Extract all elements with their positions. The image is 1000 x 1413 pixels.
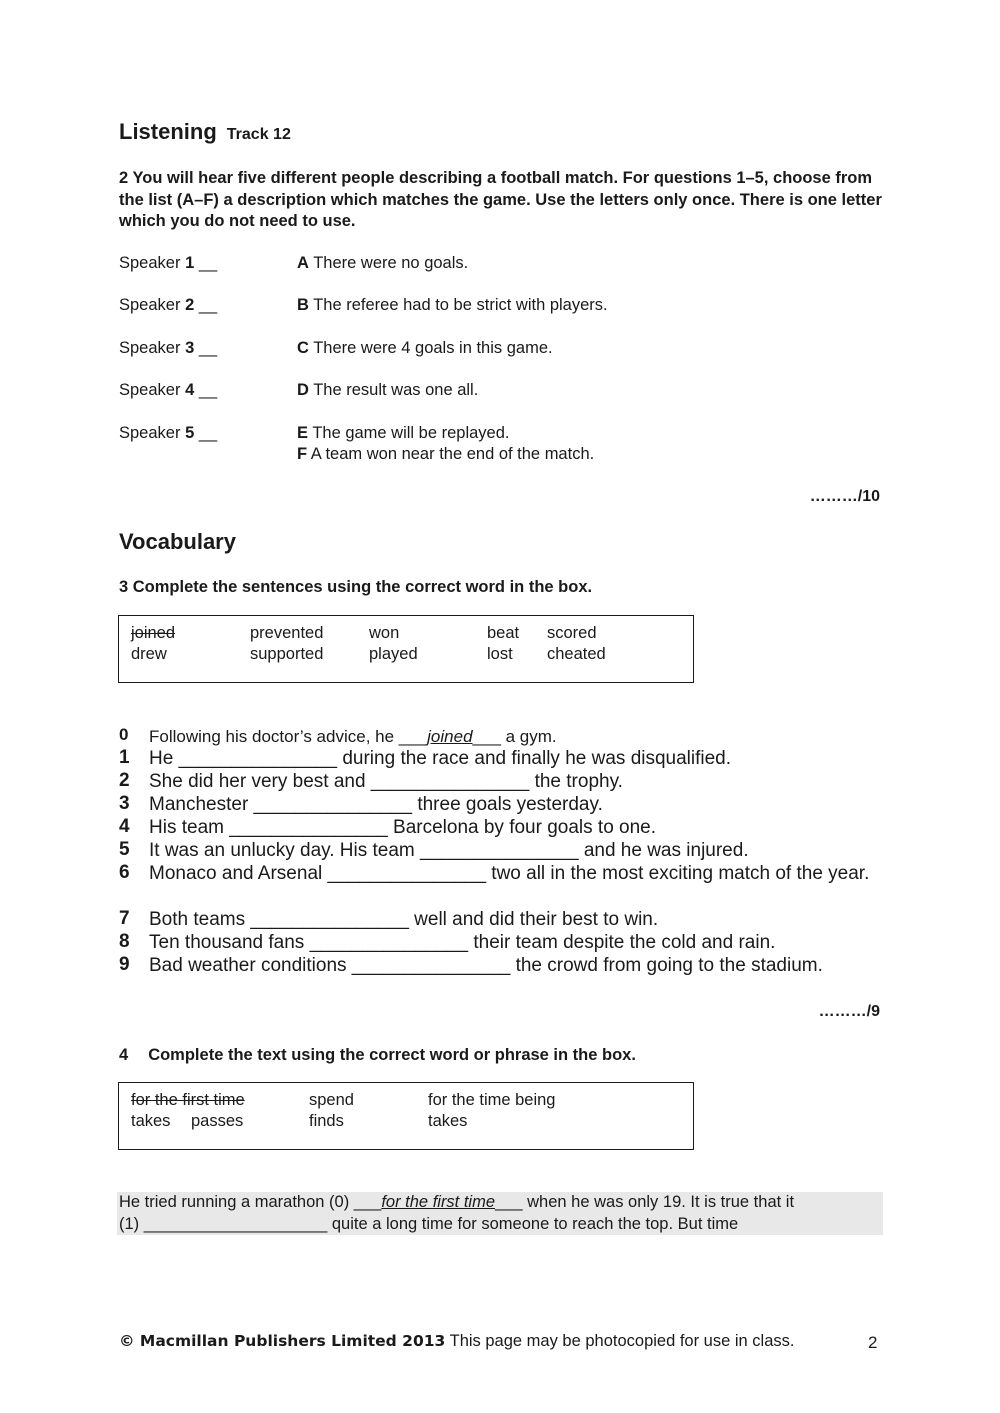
word-played: played — [369, 645, 418, 663]
answer-blank[interactable]: __ — [198, 254, 218, 272]
passage-text — [117, 1192, 883, 1235]
speaker-row: Speaker 1 __ — [119, 254, 218, 272]
option-c: C There were 4 goals in this game. — [297, 339, 553, 357]
option-e: E The game will be replayed. — [297, 424, 510, 442]
passage-line-1: He tried running a marathon (0) ___for the first time___ when he was only 19. It is true that it — [119, 1193, 795, 1211]
word-drew: drew — [131, 645, 167, 663]
passage-example-answer: for the first time — [381, 1193, 496, 1211]
word-prevented: prevented — [250, 624, 324, 642]
vocabulary-instruction: 3 Complete the sentences using the correct word in the box. — [119, 578, 593, 596]
word-scored: scored — [547, 624, 597, 642]
speaker-row: Speaker 5 __ — [119, 424, 218, 442]
footer — [119, 1332, 794, 1351]
phrase-passes: passes — [191, 1112, 244, 1130]
answer-blank[interactable]: __ — [198, 296, 218, 314]
phrase-box — [118, 1082, 694, 1150]
phrase-finds: finds — [309, 1112, 344, 1130]
word-supported: supported — [250, 645, 324, 663]
word-box — [118, 615, 694, 683]
option-a: A There were no goals. — [297, 254, 469, 272]
option-f: F A team won near the end of the match. — [297, 445, 595, 463]
speaker-row: Speaker 3 __ — [119, 339, 218, 357]
passage-line-2[interactable]: (1) ____________________ quite a long time for someone to reach the top. But time — [119, 1214, 739, 1233]
listening-title: Listening — [119, 119, 217, 144]
word-joined: joined — [131, 624, 176, 642]
word-beat: beat — [487, 624, 520, 642]
phrase-first-time: for the first time — [131, 1091, 245, 1109]
answer-blank[interactable]: __ — [198, 381, 218, 399]
phrase-time-being: for the time being — [428, 1091, 556, 1109]
answer-blank[interactable]: __ — [198, 339, 218, 357]
vocabulary-score: ………/9 — [818, 1003, 880, 1020]
track-label: Track 12 — [226, 126, 291, 143]
option-d: D The result was one all. — [297, 381, 479, 399]
word-cheated: cheated — [547, 645, 606, 663]
copyright: © Macmillan Publishers Limited 2013 — [119, 1332, 446, 1350]
example-answer: joined — [427, 727, 473, 746]
listening-score: ………/10 — [809, 488, 880, 505]
speaker-row: Speaker 2 __ — [119, 296, 218, 314]
listening-heading — [119, 119, 291, 145]
section4-instruction: 4 Complete the text using the correct word or phrase in the box. — [119, 1046, 636, 1064]
phrase-takes: takes — [131, 1112, 171, 1130]
vocabulary-title: Vocabulary — [119, 529, 236, 554]
option-b: B The referee had to be strict with players. — [297, 296, 608, 314]
word-won: won — [369, 624, 400, 642]
speaker-row: Speaker 4 __ — [119, 381, 218, 399]
page-number: 2 — [868, 1333, 878, 1352]
listening-instruction: 2 You will hear five different people describing a football match. For questions 1–5, choose from the list (A–F) a description which matches the game. Use the letters only once. There is one letter which you do not need to use. — [119, 169, 882, 230]
phrase-takes-2: takes — [428, 1112, 468, 1130]
phrase-spend: spend — [309, 1091, 354, 1109]
example-sentence: 0 Following his doctor’s advice, he ___joined___ a gym. — [119, 725, 557, 746]
photocopy-note: This page may be photocopied for use in class. — [449, 1332, 795, 1350]
answer-blank[interactable]: __ — [198, 424, 218, 442]
word-lost: lost — [487, 645, 513, 663]
